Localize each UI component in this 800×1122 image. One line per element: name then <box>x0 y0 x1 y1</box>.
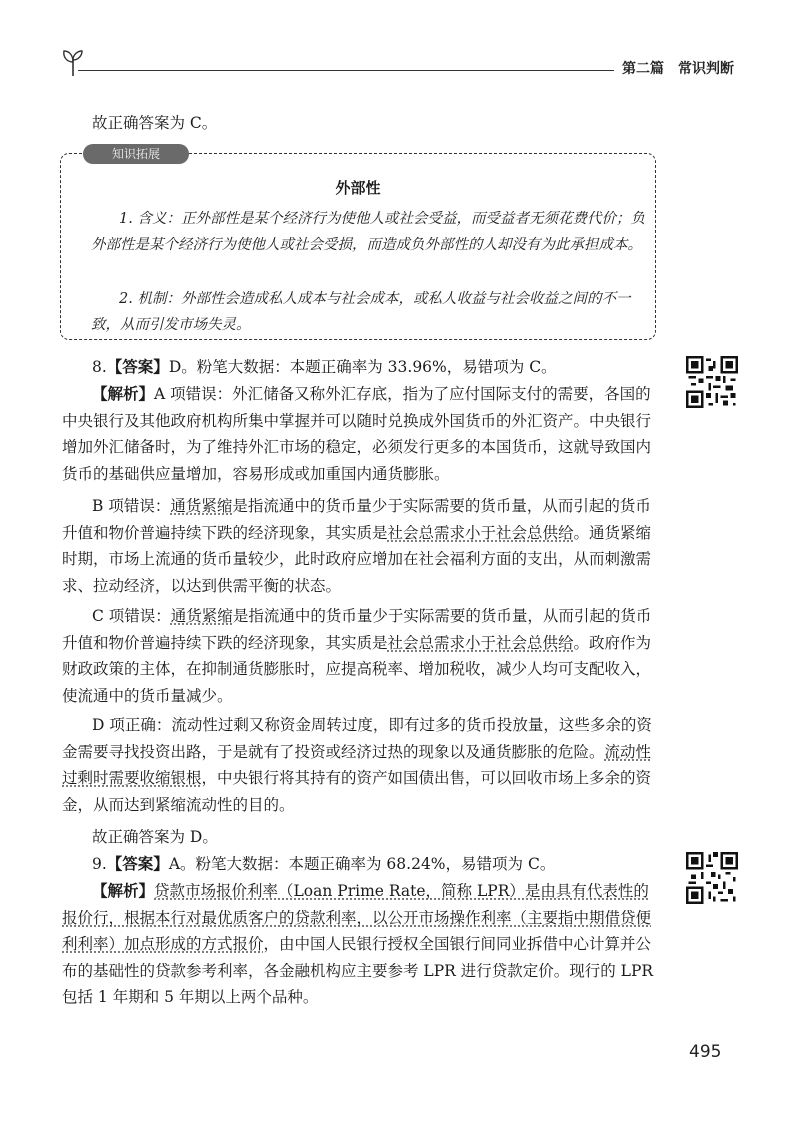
header-rule <box>78 70 614 71</box>
knowledge-box <box>60 147 656 340</box>
q9-lpr-definition: 贷款市场报价利率（Loan Prime Rate，简称 LPR）是由具有代表性的报价行，根据本行对最优质客户的贷款利率，以公开市场操作利率（主要指中期借贷便利利率）加点形成的方式报价 <box>62 882 652 953</box>
q8-option-b-term: 通货紧缩 <box>170 497 233 515</box>
q8-option-c-key: 社会总需求小于社会总供给 <box>387 633 574 652</box>
q8-answer-label: 【答案】 <box>106 357 169 376</box>
intro-conclusion: 故正确答案为 C。 <box>92 114 218 132</box>
q8-conclusion: 故正确答案为 D。 <box>92 828 218 846</box>
q8-option-b-key: 社会总需求小于社会总供给 <box>387 523 574 542</box>
q8-option-b-lead: B 项错误： <box>92 497 171 515</box>
knowledge-tag: 知识拓展 <box>83 144 189 164</box>
page-number: 495 <box>689 1042 722 1062</box>
q9-analysis-label: 【解析】 <box>92 881 155 900</box>
qr-code-icon <box>686 356 738 408</box>
q8-analysis-c <box>62 603 662 709</box>
q8-option-d-lead: D 项正确：流动性过剩又称资金周转过度，即有过多的货币投放量，这些多余的资金需要寻找投资出路，于是就有了投资或经济过热的现象以及通货膨胀的危险。 <box>62 716 652 761</box>
q8-analysis-d <box>62 712 662 818</box>
q8-option-c-text: 是指流通中的货币量少于实际需要的货币量，从而引起的货币升值和物价普遍持续下跌的经济现象，其实质是 <box>62 607 652 652</box>
q9-number: 9. <box>92 855 107 873</box>
q8-option-b-rest: 。通货紧缩时期，市场上流通的货币量较少，此时政府应增加在社会福利方面的支出，从而刺激需求、拉动经济，以达到供需平衡的状态。 <box>62 523 652 595</box>
knowledge-item-definition: 1. 含义：正外部性是某个经济行为使他人或社会受益，而受益者无须花费代价；负外部性是某个经济行为使他人或社会受损，而造成负外部性的人却没有为此承担成本。 <box>91 211 645 253</box>
q9-answer-text: A。粉笔大数据：本题正确率为 68.24%，易错项为 C。 <box>168 855 556 873</box>
qr-code-icon <box>686 852 738 904</box>
leaf-sprout-icon <box>62 48 84 78</box>
q8-number: 8. <box>92 358 107 376</box>
q9-analysis <box>62 878 662 1011</box>
q8-answer-line <box>62 354 662 381</box>
q8-option-d-rest: ，中央银行将其持有的资产如国债出售，可以回收市场上多余的资金，从而达到紧缩流动性的目的。 <box>62 769 652 814</box>
q9-lpr-rest: ，由中国人民银行授权全国银行间同业拆借中心计算并公布的基础性的贷款参考利率，各金融机构应主要参考 LPR 进行贷款定价。现行的 LPR 包括 1 年期和 5 年期以上两个品种。 <box>62 935 654 1006</box>
page-header <box>62 42 734 82</box>
q9-answer-line <box>62 851 662 878</box>
q8-option-c-term: 通货紧缩 <box>170 607 233 625</box>
q8-answer-text: D。粉笔大数据：本题正确率为 33.96%，易错项为 C。 <box>168 358 557 376</box>
q8-option-a: A 项错误：外汇储备又称外汇存底，指为了应付国际支付的需要，各国的中央银行及其他政府机构所集中掌握并可以随时兑换成外国货币的外汇资产。中央银行增加外汇储备时，为了维持外汇市场的稳定，必须发行更多的本国货币，这就导致国内货币的基础供应量增加，容易形成或加重国内通货膨胀。 <box>62 385 652 483</box>
knowledge-title: 外部性 <box>335 179 381 197</box>
q8-option-b-text: 是指流通中的货币量少于实际需要的货币量，从而引起的货币升值和物价普遍持续下跌的经济现象，其实质是 <box>62 497 651 542</box>
q9-answer-label: 【答案】 <box>106 854 169 873</box>
q8-analysis-label: 【解析】 <box>92 384 155 403</box>
q8-option-c-rest: 。政府作为财政政策的主体，在抑制通货膨胀时，应提高税率、增加税收，减少人均可支配收入，使流通中的货币量减少。 <box>62 633 652 705</box>
section-title: 第二篇 常识判断 <box>622 61 734 77</box>
knowledge-item-mechanism: 2. 机制：外部性会造成私人成本与社会成本，或私人收益与社会收益之间的不一致，从而引发市场失灵。 <box>91 291 631 333</box>
q8-analysis-a <box>62 381 662 487</box>
q8-option-d-key: 流动性过剩时需要收缩银根 <box>62 742 652 787</box>
q8-option-c-lead: C 项错误： <box>92 607 171 625</box>
q8-analysis-b <box>62 493 662 599</box>
